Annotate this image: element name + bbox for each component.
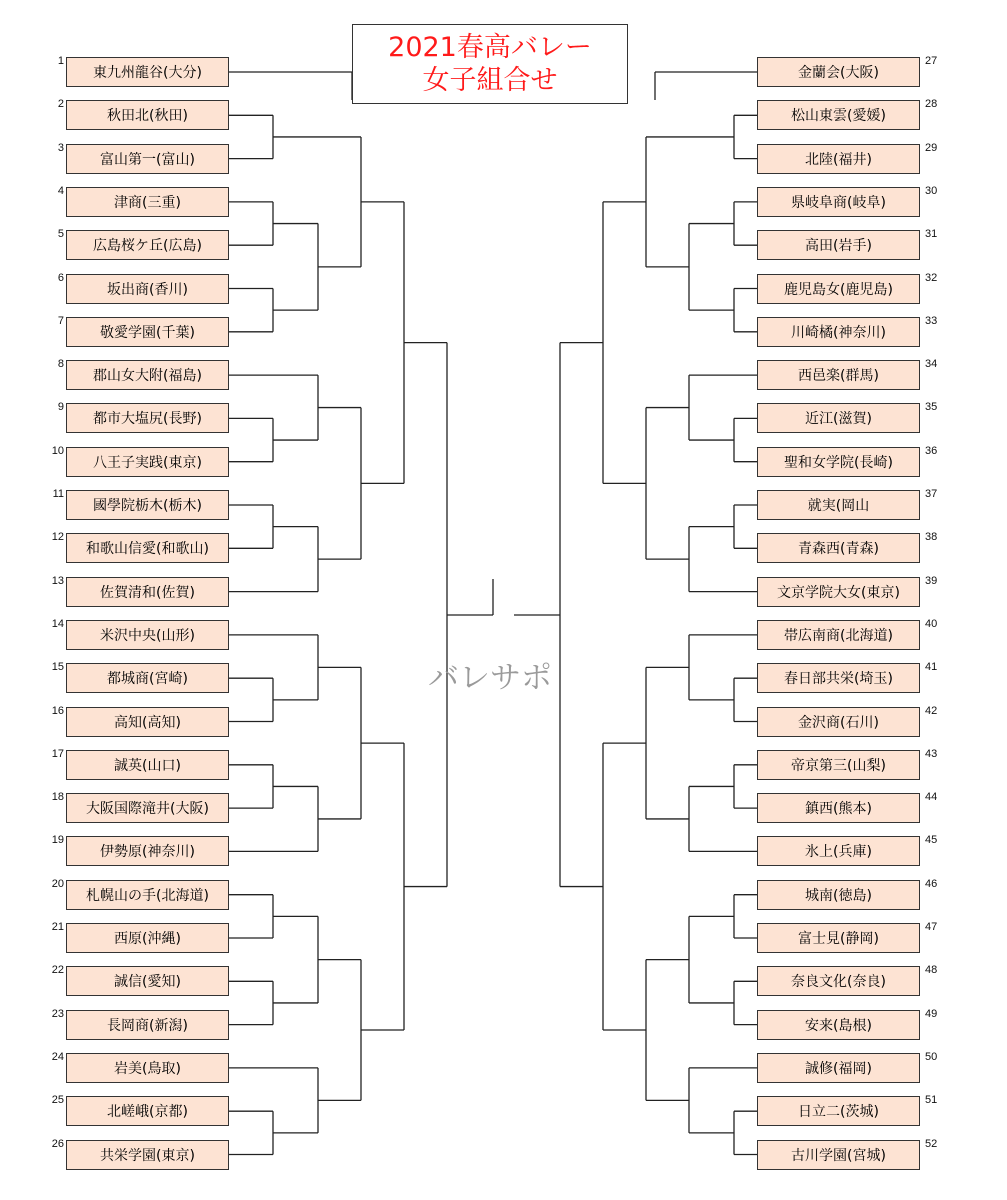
right-team-37: 就実(岡山 (757, 490, 920, 520)
watermark: バレサポ (428, 660, 552, 696)
right-team-41: 春日部共栄(埼玉) (757, 663, 920, 693)
right-seed-47: 47 (925, 921, 938, 933)
right-seed-42: 42 (925, 704, 938, 717)
right-team-27: 金蘭会(大阪) (757, 57, 920, 87)
left-team-16: 高知(高知) (66, 707, 229, 737)
right-team-45: 氷上(兵庫) (757, 836, 920, 866)
left-seed-23: 23 (51, 1007, 64, 1020)
left-seed-5: 5 (57, 228, 64, 241)
right-team-43: 帝京第三(山梨) (757, 750, 920, 780)
right-team-31: 高田(岩手) (757, 230, 920, 260)
right-team-48: 奈良文化(奈良) (757, 966, 920, 996)
right-seed-36: 36 (925, 444, 938, 457)
left-seed-25: 25 (51, 1094, 64, 1107)
left-seed-13: 13 (51, 574, 64, 587)
left-team-8: 郡山女大附(福島) (66, 360, 229, 390)
left-seed-10: 10 (51, 444, 64, 457)
left-team-17: 誠英(山口) (66, 750, 229, 780)
right-seed-49: 49 (925, 1007, 938, 1020)
right-team-46: 城南(徳島) (757, 880, 920, 910)
right-seed-50: 50 (925, 1050, 938, 1063)
left-seed-24: 24 (51, 1050, 64, 1063)
right-team-32: 鹿児島女(鹿児島) (757, 274, 920, 304)
left-team-20: 札幌山の手(北海道) (66, 880, 229, 910)
left-team-19: 伊勢原(神奈川) (66, 836, 229, 866)
left-seed-20: 20 (51, 877, 64, 890)
left-team-14: 米沢中央(山形) (66, 620, 229, 650)
right-seed-38: 38 (925, 531, 938, 544)
left-seed-9: 9 (57, 401, 64, 414)
right-team-28: 松山東雲(愛媛) (757, 100, 920, 130)
left-team-15: 都城商(宮崎) (66, 663, 229, 693)
left-team-2: 秋田北(秋田) (66, 100, 229, 130)
right-seed-45: 45 (925, 834, 938, 847)
right-seed-41: 41 (925, 661, 938, 674)
left-seed-2: 2 (57, 98, 64, 111)
left-seed-1: 1 (57, 55, 64, 67)
right-seed-40: 40 (925, 617, 938, 630)
left-team-1: 東九州龍谷(大分) (66, 57, 229, 87)
right-team-51: 日立二(茨城) (757, 1096, 920, 1126)
right-team-44: 鎮西(熊本) (757, 793, 920, 823)
right-seed-32: 32 (925, 271, 938, 284)
right-team-34: 西邑楽(群馬) (757, 360, 920, 390)
left-team-10: 八王子実践(東京) (66, 447, 229, 477)
right-team-42: 金沢商(石川) (757, 707, 920, 737)
right-team-33: 川崎橘(神奈川) (757, 317, 920, 347)
title-line-1: 2021春高バレー (388, 32, 592, 63)
right-seed-33: 33 (925, 314, 938, 327)
left-team-6: 坂出商(香川) (66, 274, 229, 304)
right-seed-31: 31 (925, 228, 938, 241)
right-seed-29: 29 (925, 141, 938, 154)
right-team-38: 青森西(青森) (757, 533, 920, 563)
right-seed-51: 51 (925, 1094, 938, 1107)
left-seed-7: 7 (57, 314, 64, 327)
right-team-52: 古川学園(宮城) (757, 1140, 920, 1170)
right-team-36: 聖和女学院(長崎) (757, 447, 920, 477)
right-bracket-connectors (514, 72, 778, 1155)
left-seed-16: 16 (51, 704, 64, 717)
right-seed-44: 44 (925, 791, 938, 804)
right-seed-52: 52 (925, 1137, 938, 1150)
right-team-29: 北陸(福井) (757, 144, 920, 174)
left-team-23: 長岡商(新潟) (66, 1010, 229, 1040)
left-seed-15: 15 (51, 661, 64, 674)
right-seed-34: 34 (925, 358, 938, 371)
left-seed-21: 21 (51, 921, 64, 933)
left-seed-11: 11 (52, 488, 64, 500)
left-seed-19: 19 (51, 834, 64, 847)
left-seed-4: 4 (57, 184, 64, 197)
left-seed-18: 18 (51, 791, 64, 804)
left-team-5: 広島桜ケ丘(広島) (66, 230, 229, 260)
right-seed-46: 46 (925, 877, 938, 890)
right-team-49: 安来(島根) (757, 1010, 920, 1040)
right-team-39: 文京学院大女(東京) (757, 577, 920, 607)
left-team-4: 津商(三重) (66, 187, 229, 217)
right-seed-27: 27 (925, 55, 938, 67)
left-team-22: 誠信(愛知) (66, 966, 229, 996)
left-team-24: 岩美(鳥取) (66, 1053, 229, 1083)
left-team-13: 佐賀清和(佐賀) (66, 577, 229, 607)
title-line-2: 女子組合せ (422, 65, 558, 96)
left-team-3: 富山第一(富山) (66, 144, 229, 174)
left-team-26: 共栄学園(東京) (66, 1140, 229, 1170)
right-seed-28: 28 (925, 98, 938, 111)
bracket-title (352, 24, 628, 104)
left-team-12: 和歌山信愛(和歌山) (66, 533, 229, 563)
right-team-50: 誠修(福岡) (757, 1053, 920, 1083)
left-bracket-connectors (229, 72, 493, 1155)
left-seed-17: 17 (51, 747, 64, 760)
left-team-7: 敬愛学園(千葉) (66, 317, 229, 347)
left-seed-14: 14 (51, 617, 64, 630)
left-team-18: 大阪国際滝井(大阪) (66, 793, 229, 823)
right-seed-37: 37 (925, 488, 938, 500)
left-seed-12: 12 (51, 531, 64, 544)
left-seed-8: 8 (57, 358, 64, 371)
left-seed-6: 6 (57, 271, 64, 284)
left-seed-26: 26 (51, 1137, 64, 1150)
right-seed-39: 39 (925, 574, 938, 587)
right-seed-30: 30 (925, 184, 938, 197)
right-team-47: 富士見(静岡) (757, 923, 920, 953)
right-team-40: 帯広南商(北海道) (757, 620, 920, 650)
right-team-35: 近江(滋賀) (757, 403, 920, 433)
right-seed-48: 48 (925, 964, 938, 977)
right-seed-35: 35 (925, 401, 938, 414)
left-seed-3: 3 (57, 141, 64, 154)
right-team-30: 県岐阜商(岐阜) (757, 187, 920, 217)
left-team-9: 都市大塩尻(長野) (66, 403, 229, 433)
left-team-25: 北嵯峨(京都) (66, 1096, 229, 1126)
left-team-11: 國學院栃木(栃木) (66, 490, 229, 520)
right-seed-43: 43 (925, 747, 938, 760)
left-seed-22: 22 (51, 964, 64, 977)
left-team-21: 西原(沖縄) (66, 923, 229, 953)
